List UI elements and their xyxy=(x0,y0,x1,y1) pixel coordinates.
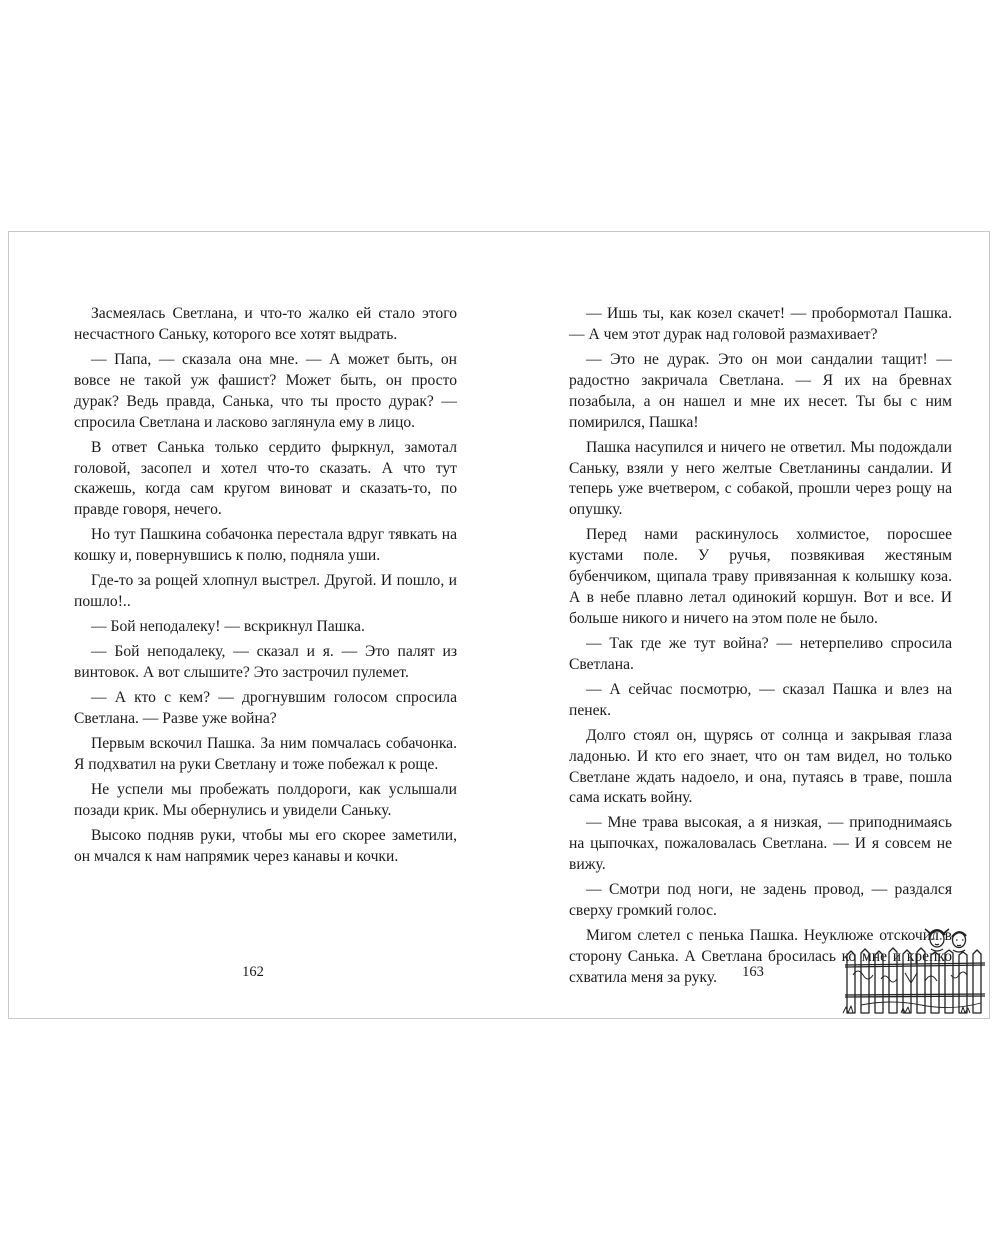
paragraph: Засмеялась Светлана, и что-то жалко ей стало этого несчастного Саньку, которого все хотят выдрать. xyxy=(74,305,457,343)
paragraph: — Мне трава высокая, а я низкая, — приподнимаясь на цыпочках, пожаловалась Светлана. — И я совсем не вижу. xyxy=(569,814,952,874)
left-page-text xyxy=(74,304,457,872)
paragraph: Пашка насупился и ничего не ответил. Мы подождали Саньку, взяли у него желтые Светланины сандалии. И теперь уже вчетвером, с собакой, прошли через рощу на опушку. xyxy=(569,438,952,519)
paragraph: Перед нами раскинулось холмистое, поросшее кустами поле. У ручья, позвякивая жестяным бубенчиком, щипала траву привязанная к колышку коза. А в небе плавно летал одинокий коршун. Вот и все. И больше никого и ничего на этом поле не было. xyxy=(569,526,952,627)
paragraph: Где-то за рощей хлопнул выстрел. Другой. И пошло, и пошло!.. xyxy=(74,572,457,611)
paragraph: — Бой неподалеку, — сказал и я. — Это палят из винтовок. А вот слышите? Это застрочил пулемет. xyxy=(74,643,457,682)
paragraph: В ответ Санька только сердито фыркнул, замотал головой, засопел и хотел что-то сказать. А что тут скажешь, когда сам кругом виноват и сказать-то, по правде говоря, нечего. xyxy=(74,438,457,519)
paragraph: Высоко подняв руки, чтобы мы его скорее заметили, он мчался к нам напрямик через канавы и кочки. xyxy=(74,827,457,866)
paragraph: Но тут Пашкина собачонка перестала вдруг тявкать на кошку и, повернувшись к полю, подняла уши. xyxy=(74,526,457,565)
paragraph: — Так где же тут война? — нетерпеливо спросила Светлана. xyxy=(569,634,952,673)
paragraph: — Это не дурак. Это он мои сандалии тащит! — радостно закричала Светлана. — Я их на бревнах позабыла, а он нашел и мне их несет. Ты бы с ним помирился, Пашка! xyxy=(569,350,952,431)
page-number-left: 162 xyxy=(242,964,264,980)
paragraph: — Смотри под ноги, не задень провод, — раздался сверху громкий голос. xyxy=(569,881,952,920)
paragraph: Долго стоял он, щурясь от солнца и закрывая глаза ладонью. И кто его знает, что он там видел, но только Светлане ждать надоело, и она, путаясь в траве, пошла сама искать войну. xyxy=(569,726,952,807)
paragraph: Мигом слетел с пенька Пашка. Неуклюже отскочил в сторону Санька. А Светлана бросилась ко мне и крепко схватила меня за руку. xyxy=(569,927,952,986)
paragraph: Не успели мы пробежать полдороги, как услышали позади крик. Мы обернулись и увидели Саньку. xyxy=(74,781,457,820)
paragraph: — Бой неподалеку! — вскрикнул Пашка. xyxy=(91,618,365,636)
paragraph: — А сейчас посмотрю, — сказал Пашка и влез на пенек. xyxy=(569,680,952,719)
paragraph: — Ишь ты, как козел скачет! — пробормотал Пашка. — А чем этот дурак над головой размахивает? xyxy=(569,305,952,343)
fence-with-children-icon xyxy=(841,925,987,1015)
page-number-right: 163 xyxy=(742,964,764,980)
paragraph: — А кто с кем? — дрогнувшим голосом спросила Светлана. — Разве уже война? xyxy=(74,689,457,728)
book-spread xyxy=(8,231,990,1019)
paragraph: — Папа, — сказала она мне. — А может быть, он вовсе не такой уж фашист? Может быть, он просто дурак? Ведь правда, Санька, что ты просто дурак? — спросила Светлана и ласково заглянула ему в лицо. xyxy=(74,350,457,431)
paragraph: Первым вскочил Пашка. За ним помчалась собачонка. Я подхватил на руки Светлану и тоже побежал к роще. xyxy=(74,735,457,774)
right-page-text xyxy=(569,304,952,993)
